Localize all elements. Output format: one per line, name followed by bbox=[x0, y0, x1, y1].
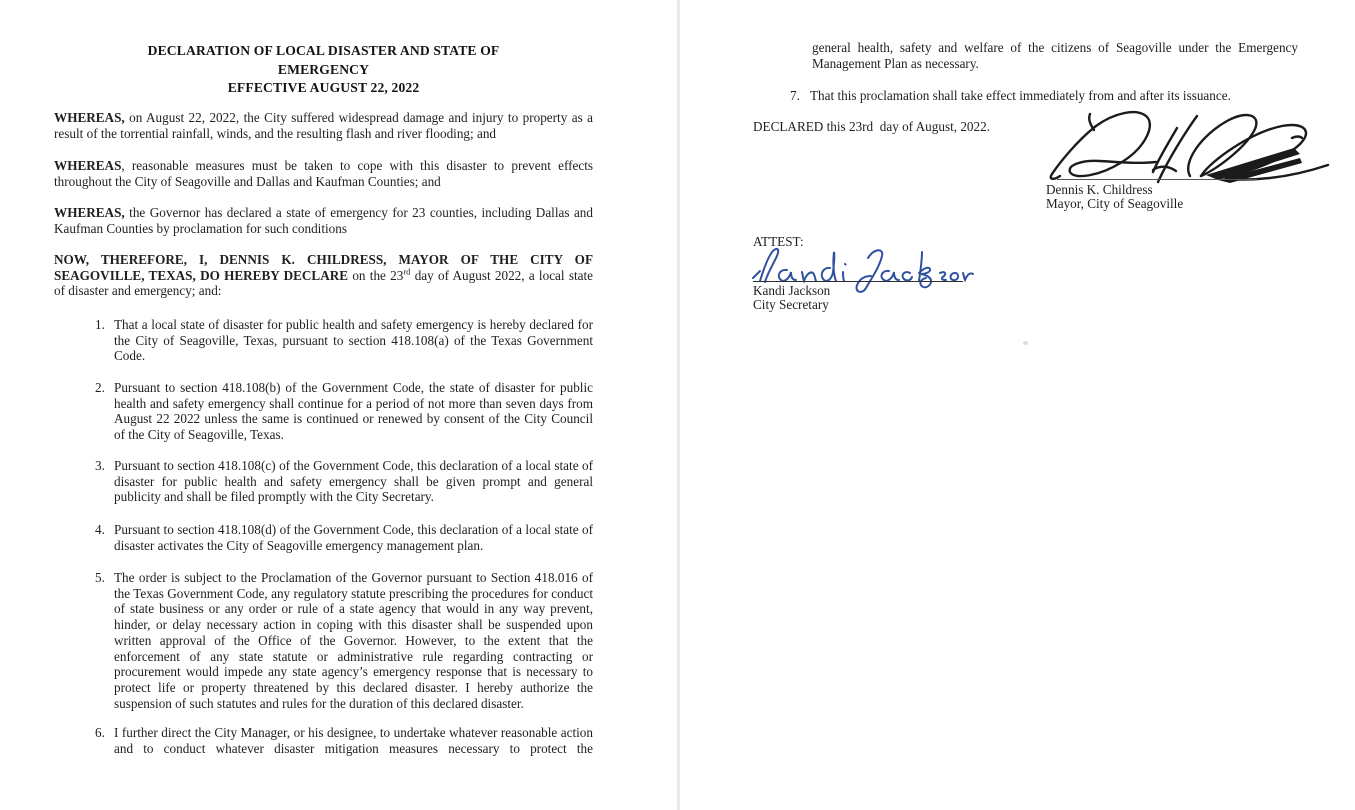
list-item-2 bbox=[95, 380, 593, 443]
page-1 bbox=[0, 0, 677, 810]
declaration-mid: on the 23 bbox=[348, 267, 404, 283]
list-item-3-number: 3. bbox=[95, 458, 105, 473]
secretary-name: Kandi Jackson bbox=[753, 283, 831, 298]
list-item-5-number: 5. bbox=[95, 570, 105, 585]
list-item-1 bbox=[95, 317, 593, 364]
list-item-4-text: Pursuant to section 418.108(d) of the Government Code, this declaration of a local state of disaster activates the City of Seagoville emergency management plan. bbox=[114, 522, 593, 553]
whereas-1-text: on August 22, 2022, the City suffered widespread damage and injury to property as a result of the torrential rainfall, winds, and the resulting flash and river flooding; and bbox=[54, 110, 593, 141]
whereas-2-lead: WHEREAS bbox=[54, 158, 122, 173]
list-item-5 bbox=[95, 570, 593, 711]
mayor-title: Mayor, City of Seagoville bbox=[1046, 196, 1184, 211]
declaration-bold: NOW, THEREFORE, I, DENNIS K. CHILDRESS, MAYOR OF THE CITY OF SEAGOVILLE, TEXAS, DO HEREBY DECLARE bbox=[54, 252, 593, 283]
list-item-3 bbox=[95, 458, 593, 505]
whereas-paragraph-1 bbox=[54, 110, 593, 141]
list-item-4 bbox=[95, 522, 593, 553]
list-item-7-number: 7. bbox=[790, 88, 800, 103]
title-line-1: DECLARATION OF LOCAL DISASTER AND STATE OF bbox=[147, 43, 500, 58]
whereas-paragraph-2 bbox=[54, 158, 593, 189]
declaration-rest: day of August 2022, a local state of disaster and emergency; and: bbox=[54, 267, 593, 299]
list-item-4-number: 4. bbox=[95, 522, 105, 537]
list-item-6-number: 6. bbox=[95, 725, 105, 740]
secretary-title: City Secretary bbox=[753, 297, 829, 312]
declaration-paragraph bbox=[54, 252, 593, 299]
whereas-3-lead: WHEREAS, bbox=[54, 205, 125, 220]
whereas-2-text: , reasonable measures must be taken to cope with this disaster to prevent effects throughout the City of Seagoville and Dallas and Kaufman Counties; and bbox=[54, 158, 593, 189]
list-item-6 bbox=[95, 725, 593, 756]
mayor-name: Dennis K. Childress bbox=[1046, 182, 1153, 197]
title-line-2: EMERGENCY bbox=[277, 61, 370, 77]
whereas-3-text: the Governor has declared a state of emergency for 23 counties, including Dallas and Kaufman Counties by proclamation for such conditions bbox=[54, 205, 593, 236]
attest-label: ATTEST: bbox=[753, 234, 804, 249]
scan-speck bbox=[1023, 341, 1028, 345]
ordinal-superscript: rd bbox=[403, 266, 411, 277]
list-item-1-number: 1. bbox=[95, 317, 105, 332]
list-item-2-number: 2. bbox=[95, 380, 105, 395]
list-item-6-text: I further direct the City Manager, or his designee, to undertake whatever reasonable action and to conduct whatever disaster mitigation measures necessary to protect the bbox=[114, 725, 593, 756]
whereas-1-lead: WHEREAS, bbox=[54, 110, 125, 125]
whereas-paragraph-3 bbox=[54, 205, 593, 236]
document-title bbox=[54, 42, 593, 98]
title-line-3: EFFECTIVE AUGUST 22, 2022 bbox=[227, 80, 420, 95]
page-2 bbox=[680, 0, 1355, 810]
mayor-signature-line bbox=[1057, 179, 1257, 180]
list-item-6-continuation: general health, safety and welfare of the citizens of Seagoville under the Emergency Management Plan as necessary. bbox=[812, 40, 1298, 71]
list-item-5-text: The order is subject to the Proclamation of the Governor pursuant to Section 418.016 of the Texas Government Code, any regulatory statute prescribing the procedures for conduct of state business or any order or rule of a state agency that would in any way prevent, hinder, or delay necessary action in coping with this disaster shall be suspended upon written approval of the Office of the Governor. However, to the extent that the enforcement of any state statute or administrative rule regarding contracting or procurement would impede any state agency’s emergency response that is necessary to protect life or property threatened by this declared disaster. I hereby authorize the suspension of such statutes and rules for the duration of this declared disaster. bbox=[114, 570, 593, 711]
list-item-1-text: That a local state of disaster for public health and safety emergency is hereby declared for the City of Seagoville, Texas, pursuant to section 418.108(a) of the Texas Government Code. bbox=[114, 317, 593, 364]
list-item-2-text: Pursuant to section 418.108(b) of the Government Code, the state of disaster for public health and safety emergency shall continue for a period of not more than seven days from August 22 2022 unless the same is continued or renewed by consent of the City Council of the City of Seagoville, Texas. bbox=[114, 380, 593, 443]
declared-date-line: DECLARED this 23rd day of August, 2022. bbox=[753, 119, 991, 134]
secretary-signature-line bbox=[753, 281, 963, 282]
list-item-3-text: Pursuant to section 418.108(c) of the Government Code, this declaration of a local state of disaster for public health and safety emergency shall be given prompt and general publicity and shall be filed promptly with the City Secretary. bbox=[114, 458, 593, 505]
list-item-7-text: That this proclamation shall take effect immediately from and after its issuance. bbox=[810, 88, 1231, 103]
mayor-signature bbox=[1030, 102, 1335, 194]
